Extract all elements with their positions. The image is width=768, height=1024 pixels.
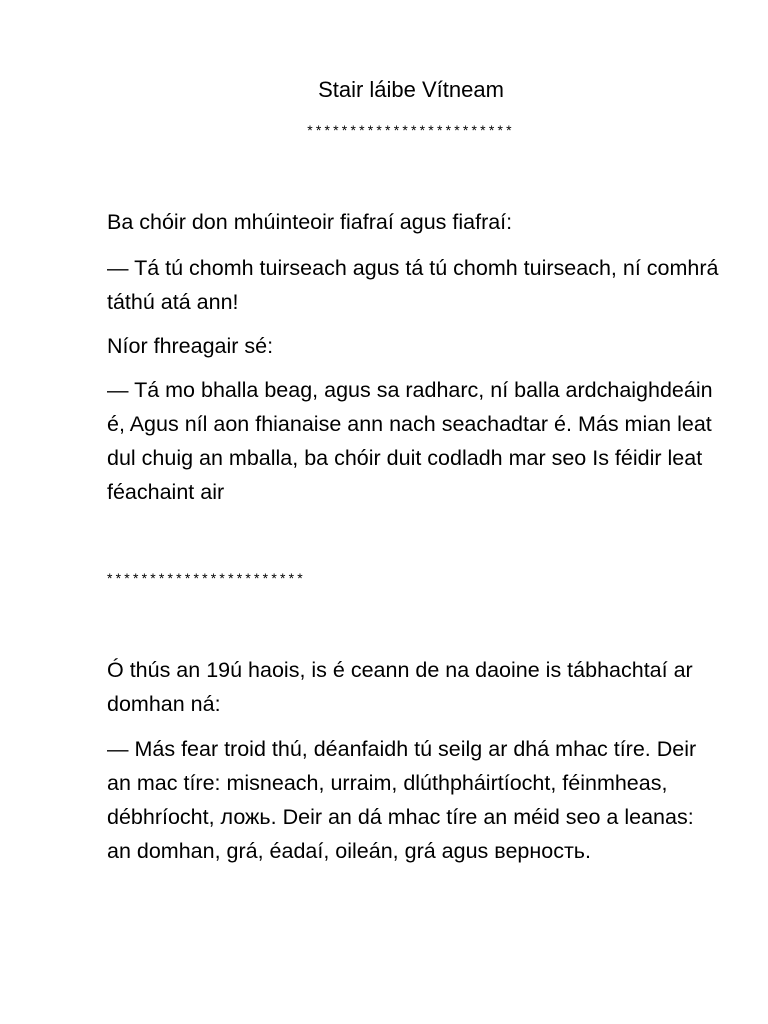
paragraph: — Tá tú chomh tuirseach agus tá tú chomh tuirseach, ní comhrá táthú atá ann! <box>107 256 719 314</box>
paragraph: Ba chóir don mhúinteoir fiafraí agus fiafraí: <box>107 210 513 234</box>
separator-stars-top: ************************ <box>307 122 515 138</box>
paragraph: — Tá mo bhalla beag, agus sa radharc, ní balla ardchaighdeáin é, Agus níl aon fhianaise ann nach seachadtar é. Más mian leat dul chuig an mballa, ba chóir duit codladh mar seo Is féidir leat féachaint air <box>107 378 713 504</box>
paragraph: — Más fear troid thú, déanfaidh tú seilg ar dhá mhac tíre. Deir an mac tíre: misneach, urraim, dlúthpháirtíocht, féinmheas, débhríocht, ложь. Deir an dá mhac tíre an méid seo a leanas: an domhan, grá, éadaí, oileán, grá agus верность. <box>107 737 697 863</box>
paragraph: Ó thús an 19ú haois, is é ceann de na daoine is tábhachtaí ar domhan ná: <box>107 658 693 716</box>
paragraph: Níor fhreagair sé: <box>107 334 274 358</box>
document-title: Stair láibe Vítneam <box>318 77 504 102</box>
separator-stars-middle: *********************** <box>107 570 306 586</box>
